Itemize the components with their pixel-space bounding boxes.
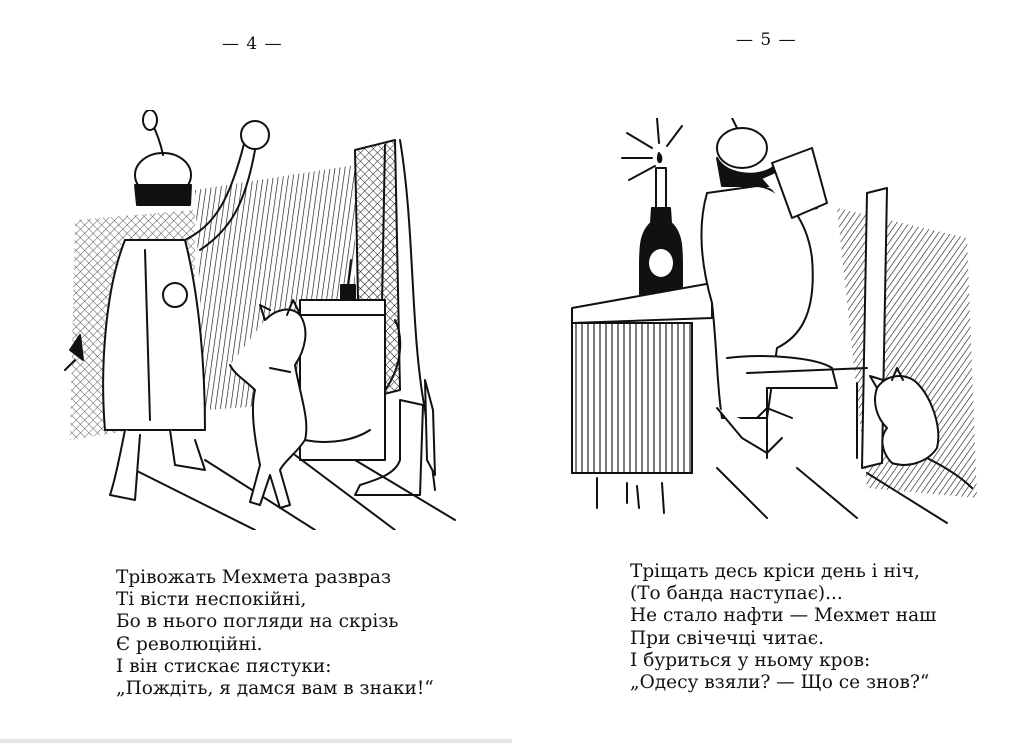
verse-line: Ті вісти неспокійні, — [116, 589, 307, 611]
verse-line: І він стискає пястуки: — [116, 655, 332, 677]
page-number-left: — 4 — — [222, 34, 283, 54]
verse-line: Тріщать десь кріси день і ніч, — [630, 561, 920, 582]
illustration-mehmet-reading-by-candle — [567, 118, 987, 528]
right-page — [512, 0, 1024, 743]
verse-line: Бо в нього погляди на скрізь — [116, 611, 399, 633]
verse-line: „Одесу взяли? — Що се знов?“ — [630, 672, 930, 694]
page-number-right: — 5 — — [736, 30, 797, 50]
verse-line: „Пождіть, я дамся вам в знаки!“ — [116, 678, 434, 700]
illustration-mehmet-raising-fist — [55, 110, 465, 530]
verse-line: Не стало нафти — Мехмет наш — [630, 605, 937, 627]
verse-line: Є революційні. — [116, 633, 263, 655]
verse-line: При свічечці читає. — [630, 627, 825, 649]
verse-line: І буриться у ньому кров: — [630, 649, 871, 671]
verse-line: Трівожать Мехмета разврaз — [116, 567, 392, 588]
verse-right — [630, 561, 936, 694]
verse-left — [116, 567, 434, 700]
verse-line: (То банда наступає)... — [630, 583, 843, 605]
page-bottom-edge — [0, 739, 512, 743]
